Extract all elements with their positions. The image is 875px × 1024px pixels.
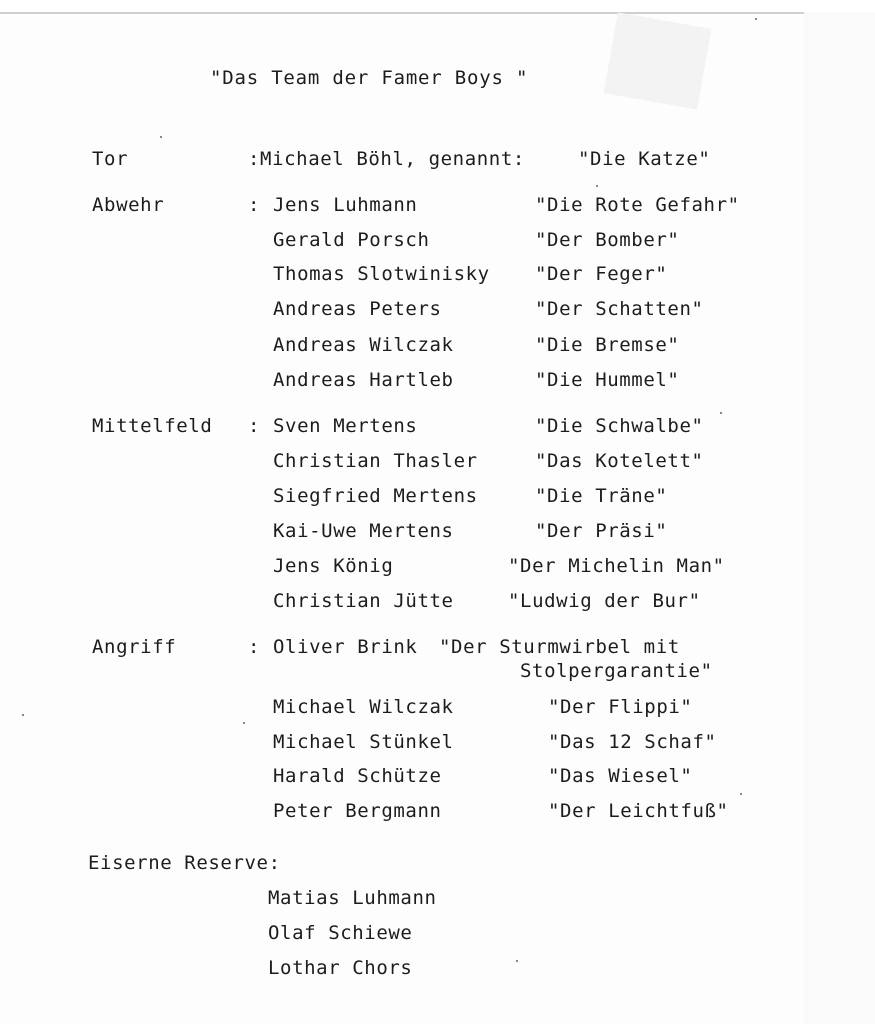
reserve-heading: Eiserne Reserve: — [88, 852, 281, 874]
player-name: Christian Thasler — [273, 450, 478, 472]
player-nickname: "Das Wiesel" — [548, 765, 693, 787]
scan-speck — [755, 18, 757, 20]
midfield-separator: : — [248, 415, 261, 437]
reserve-player: Matias Luhmann — [268, 887, 437, 909]
reserve-player: Olaf Schiewe — [268, 922, 413, 944]
attack-separator: : — [248, 636, 261, 658]
player-nickname: "Der Präsi" — [535, 520, 668, 542]
player-name: Siegfried Mertens — [273, 485, 478, 507]
position-label-midfield: Mittelfeld — [92, 415, 213, 437]
player-name: Kai-Uwe Mertens — [273, 520, 454, 542]
player-name: Oliver Brink — [273, 636, 418, 658]
player-name: Andreas Hartleb — [273, 369, 454, 391]
player-name: Jens Luhmann — [273, 194, 418, 216]
player-name: Michael Wilczak — [273, 696, 454, 718]
player-nickname: "Die Rote Gefahr" — [535, 194, 740, 216]
player-nickname: "Die Hummel" — [535, 369, 680, 391]
goalkeeper-nickname: "Die Katze" — [578, 148, 711, 170]
player-name: Andreas Wilczak — [273, 334, 454, 356]
player-nickname: "Ludwig der Bur" — [508, 590, 701, 612]
position-label-defense: Abwehr — [92, 194, 165, 216]
player-name: Gerald Porsch — [273, 229, 430, 251]
scan-speck — [596, 185, 598, 187]
player-name: Michael Stünkel — [273, 731, 454, 753]
player-nickname: "Das Kotelett" — [535, 450, 704, 472]
player-nickname: "Die Bremse" — [535, 334, 680, 356]
page-margin — [804, 12, 875, 1024]
player-name: Andreas Peters — [273, 298, 442, 320]
goalkeeper-name: :Michael Böhl, genannt: — [248, 148, 525, 170]
scan-speck — [22, 714, 24, 716]
position-label-goalkeeper: Tor — [92, 148, 129, 170]
player-nickname-continued: Stolpergarantie" — [520, 660, 713, 682]
reserve-player: Lothar Chors — [268, 957, 413, 979]
player-nickname: "Der Schatten" — [535, 298, 704, 320]
position-label-attack: Angriff — [92, 636, 177, 658]
player-name: Peter Bergmann — [273, 800, 442, 822]
player-nickname: "Die Träne" — [535, 485, 668, 507]
player-nickname: "Der Flippi" — [548, 696, 693, 718]
player-nickname: "Das 12 Schaf" — [548, 731, 717, 753]
paper-fold — [604, 12, 712, 109]
player-nickname: "Der Leichtfuß" — [548, 800, 729, 822]
player-name: Harald Schütze — [273, 765, 442, 787]
player-name: Sven Mertens — [273, 415, 418, 437]
player-nickname: "Der Bomber" — [535, 229, 680, 251]
player-name: Jens König — [273, 555, 394, 577]
player-nickname: "Der Michelin Man" — [508, 555, 725, 577]
scan-speck — [243, 722, 245, 724]
player-nickname: "Der Sturmwirbel mit — [439, 636, 680, 658]
defense-separator: : — [248, 194, 261, 216]
scan-speck — [740, 793, 742, 795]
player-name: Christian Jütte — [273, 590, 454, 612]
player-nickname: "Der Feger" — [535, 263, 668, 285]
scan-speck — [160, 136, 162, 138]
scan-speck — [516, 960, 518, 962]
page-title: "Das Team der Famer Boys " — [210, 67, 529, 89]
player-nickname: "Die Schwalbe" — [535, 415, 704, 437]
scan-speck — [720, 412, 722, 414]
player-name: Thomas Slotwinisky — [273, 263, 490, 285]
